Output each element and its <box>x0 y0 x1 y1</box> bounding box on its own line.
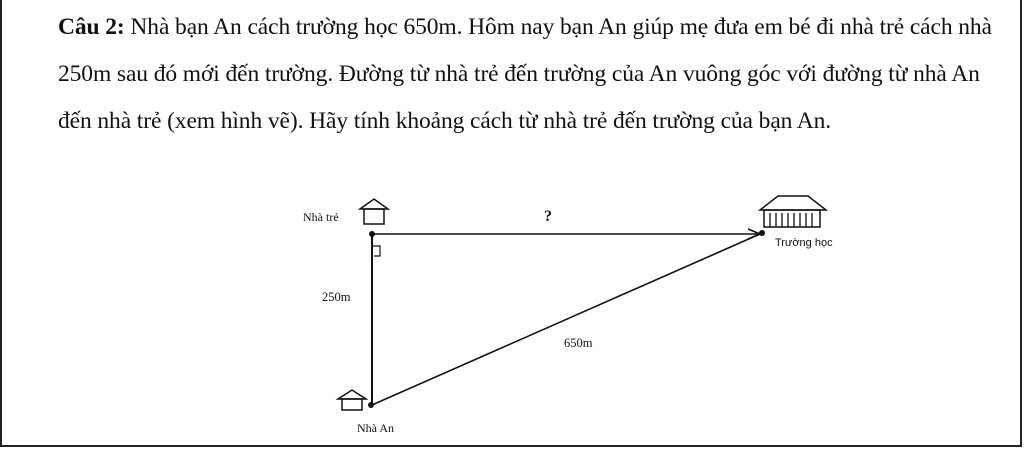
hypotenuse-distance-label: 650m <box>564 336 593 350</box>
question-text: Nhà bạn An cách trường học 650m. Hôm nay bạn An giúp mẹ đưa em bé đi nhà trẻ cách nhà 250m sau đó mới đến trường. Đường từ nhà trẻ đến trường của An vuông góc với đường từ nhà An đến nhà trẻ (xem hình vẽ). Hãy tính khoảng cách từ nhà trẻ đến trường của bạn An. <box>58 14 992 134</box>
school-label: Trường học <box>775 237 833 249</box>
question-label: Câu 2: <box>58 14 125 40</box>
line-home-to-school <box>372 234 760 405</box>
vertical-distance-label: 250m <box>322 290 351 304</box>
nursery-house-icon <box>360 199 388 224</box>
home-label: Nhà An <box>357 421 394 435</box>
vertex-school <box>759 230 765 236</box>
vertex-nursery <box>369 231 375 237</box>
school-building-icon <box>760 196 826 227</box>
nursery-label: Nhà trẻ <box>303 210 339 224</box>
home-house-icon <box>338 390 366 410</box>
unknown-distance-label: ? <box>544 208 552 225</box>
vertex-home <box>368 402 374 408</box>
right-angle-marker <box>372 246 380 256</box>
